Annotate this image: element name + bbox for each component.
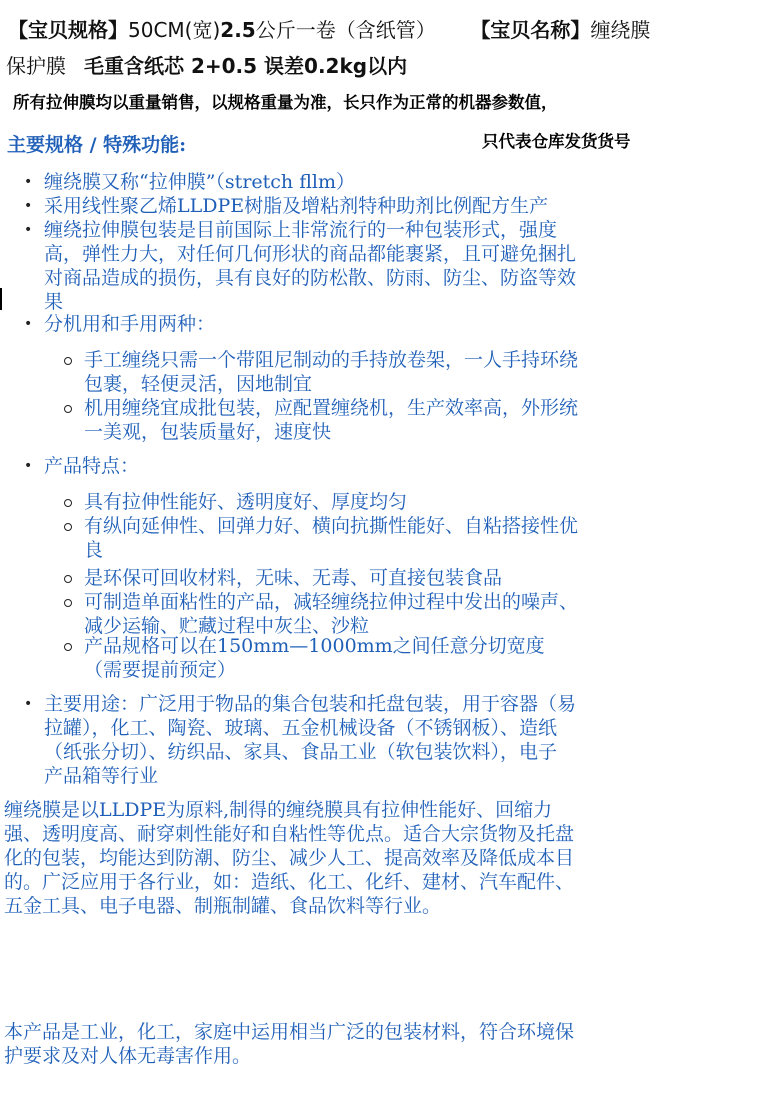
bullet-item-line: （纸张分切）、纺织品、家具、食品工业（软包装饮料），电子 [44, 741, 558, 763]
description-line: 五金工具、电子电器、制瓶制罐、食品饮料等行业。 [4, 895, 442, 917]
notice-line-2: 只代表仓库发货货号 [482, 132, 631, 151]
feature-item-line: 可制造单面粘性的产品，减轻缠绕拉伸过程中发出的噪声、 [84, 591, 579, 613]
bullet-item-line: 采用线性聚乙烯LLDPE树脂及增粘剂特种助剂比例配方生产 [44, 195, 549, 217]
usage-item-line: 手工缠绕只需一个带阻尼制动的手持放卷架，一人手持环绕 [84, 349, 579, 371]
description-line: 化的包装，均能达到防潮、防尘、减少人工、提高效率及降低成本目 [4, 847, 575, 869]
spec-line [8, 14, 650, 43]
feature-item-line: 具有拉伸性能好、透明度好、厚度均匀 [84, 491, 408, 513]
bullet-dot: • [24, 696, 33, 712]
bullet-item-line: 产品箱等行业 [44, 765, 159, 787]
bullet-item-line: 果 [44, 291, 64, 313]
feature-item-line: 良 [84, 539, 104, 561]
feature-item-line: 产品规格可以在150mm—1000mm之间任意分切宽度 [84, 635, 545, 657]
bullet-item-line: 产品特点： [44, 455, 140, 477]
name-tag: 【宝贝名称】 [470, 18, 591, 42]
edge-marker [0, 288, 2, 310]
spec-weight: 2.5 [220, 18, 256, 42]
usage-item-line: 机用缠绕宜成批包装，应配置缠绕机，生产效率高，外形统 [84, 397, 579, 419]
name-value-1: 缠绕膜 [590, 18, 651, 42]
spec-size: 50CM(宽) [128, 18, 221, 42]
bullet-item-line: 对商品造成的损伤，具有良好的防松散、防雨、防尘、防盗等效 [44, 267, 577, 289]
description-line: 强、透明度高、耐穿刺性能好和自粘性等优点。适合大宗货物及托盘 [4, 823, 575, 845]
bullet-item-line: 分机用和手用两种： [44, 313, 216, 335]
name-value-2: 保护膜 [6, 54, 66, 78]
name-line [6, 50, 407, 79]
sub-bullet-circle [64, 523, 72, 531]
sub-bullet-circle [64, 643, 72, 651]
description-line: 缠绕膜是以LLDPE为原料,制得的缠绕膜具有拉伸性能好、回缩力 [4, 799, 553, 821]
bullet-dot: • [24, 458, 33, 474]
feature-item-line: 有纵向延伸性、回弹力好、横向抗撕性能好、自粘搭接性优 [84, 515, 579, 537]
bullet-item-line: 缠绕拉伸膜包装是目前国际上非常流行的一种包装形式，强度 [44, 219, 558, 241]
sub-bullet-circle [64, 357, 72, 365]
bullet-dot: • [24, 174, 33, 190]
sub-bullet-circle [64, 499, 72, 507]
summary-line: 本产品是工业，化工，家庭中运用相当广泛的包装材料，符合环境保 [4, 1021, 575, 1043]
spec-unit: 公斤一卷（含纸管） [255, 18, 436, 42]
section-title: 主要规格 / 特殊功能: [7, 134, 187, 156]
notice-line-1: 所有拉伸膜均以重量销售，以规格重量为准，长只作为正常的机器参数值， [13, 93, 558, 112]
sub-bullet-circle [64, 599, 72, 607]
summary-line: 护要求及对人体无毒害作用。 [4, 1045, 252, 1067]
bullet-item-line: 拉罐），化工、陶瓷、玻璃、五金机械设备（不锈钢板）、造纸 [44, 717, 558, 739]
bullet-dot: • [24, 316, 33, 332]
bullet-dot: • [24, 198, 33, 214]
usage-item-line: 一美观，包装质量好，速度快 [84, 421, 332, 443]
usage-item-line: 包裹，轻便灵活，因地制宜 [84, 373, 313, 395]
bullet-item-line: 主要用途：广泛用于物品的集合包装和托盘包装，用于容器（易 [44, 693, 577, 715]
description-line: 的。广泛应用于各行业，如：造纸、化工、化纤、建材、汽车配件、 [4, 871, 575, 893]
feature-item-line: 是环保可回收材料，无味、无毒、可直接包装食品 [84, 567, 503, 589]
feature-item-line: 减少运输、贮藏过程中灰尘、沙粒 [84, 615, 370, 637]
bullet-item-line: 缠绕膜又称“拉伸膜”（stretch fllm） [44, 171, 355, 193]
sub-bullet-circle [64, 575, 72, 583]
weight-note: 毛重含纸芯 2+0.5 误差0.2kg以内 [84, 54, 408, 78]
bullet-dot: • [24, 222, 33, 238]
spec-tag: 【宝贝规格】 [8, 18, 128, 42]
bullet-item-line: 高，弹性力大，对任何几何形状的商品都能裹紧，且可避免捆扎 [44, 243, 577, 265]
sub-bullet-circle [64, 405, 72, 413]
feature-item-line: （需要提前预定） [84, 659, 237, 681]
